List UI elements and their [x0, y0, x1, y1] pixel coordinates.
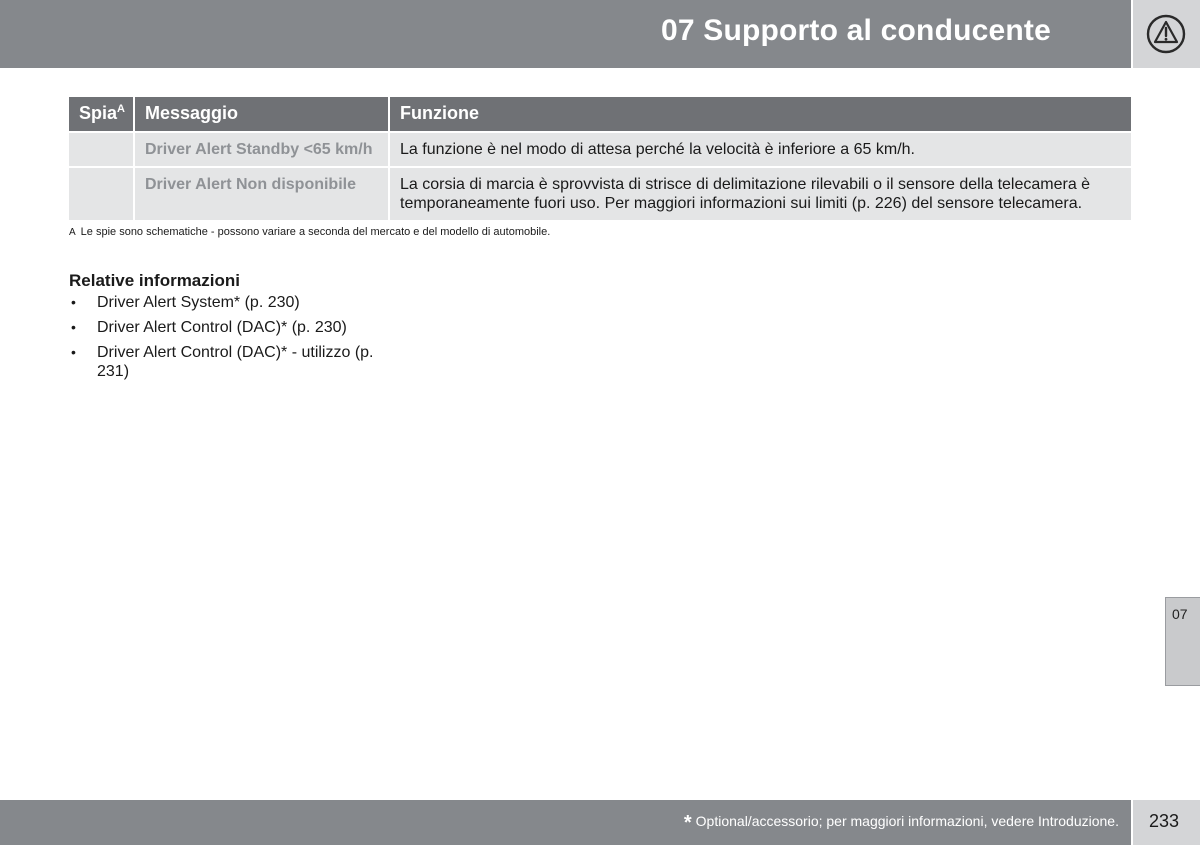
- header-messaggio: Messaggio: [134, 97, 389, 132]
- table-footnote: [69, 226, 550, 238]
- message-cell: Driver Alert Standby <65 km/h: [134, 132, 389, 167]
- bullet-icon: •: [71, 319, 76, 335]
- related-list: [69, 293, 399, 381]
- footer-bar: [0, 800, 1131, 845]
- function-cell: La corsia di marcia è sprovvista di strisce di delimitazione rilevabili o il sensore della telecamera è temporaneamente fuori uso. Per maggiori informazioni sui limiti (p. 226) del sensore telecamera.: [389, 167, 1131, 220]
- table-row: [69, 132, 1131, 167]
- header-spia: Spia$^A$: [69, 97, 134, 132]
- related-heading: Relative informazioni: [69, 271, 240, 290]
- function-cell: La funzione è nel modo di attesa perché la velocità è inferiore a 65 km/h.: [389, 132, 1131, 167]
- list-item[interactable]: [69, 343, 399, 381]
- footnote-mark: A: [69, 227, 76, 238]
- spia-cell: [69, 132, 134, 167]
- page-number: 233: [1149, 811, 1180, 831]
- asterisk-mark: *: [683, 812, 692, 834]
- table-header-row: [69, 97, 1131, 132]
- warning-triangle-icon: [1146, 14, 1186, 54]
- spia-cell: [69, 167, 134, 220]
- page-number-box: [1133, 800, 1200, 845]
- header-funzione: Funzione: [389, 97, 1131, 132]
- related-link[interactable]: Driver Alert Control (DAC)* - utilizzo (p. 231): [97, 344, 374, 380]
- footnote-ref: A: [117, 103, 125, 115]
- chapter-side-tab[interactable]: [1165, 597, 1200, 686]
- chapter-title: 07 Supporto al conducente: [660, 14, 1051, 47]
- footer-note-text: Optional/accessorio; per maggiori informazioni, vedere Introduzione.: [695, 813, 1119, 829]
- table-row: [69, 167, 1131, 220]
- side-tab-label: 07: [1172, 606, 1188, 622]
- related-link[interactable]: Driver Alert System* (p. 230): [97, 294, 300, 311]
- related-link[interactable]: Driver Alert Control (DAC)* (p. 230): [97, 319, 347, 336]
- chapter-icon-box: [1133, 0, 1200, 68]
- bullet-icon: •: [71, 294, 76, 310]
- related-info: [69, 271, 399, 387]
- message-cell: Driver Alert Non disponibile: [134, 167, 389, 220]
- list-item[interactable]: [69, 293, 399, 312]
- header-bar: [0, 0, 1131, 68]
- list-item[interactable]: [69, 318, 399, 337]
- footer-note: [684, 812, 1119, 835]
- bullet-icon: •: [71, 344, 76, 360]
- message-table: [69, 97, 1131, 220]
- footnote-text: Le spie sono schematiche - possono variare a seconda del mercato e del modello di automobile.: [80, 226, 551, 238]
